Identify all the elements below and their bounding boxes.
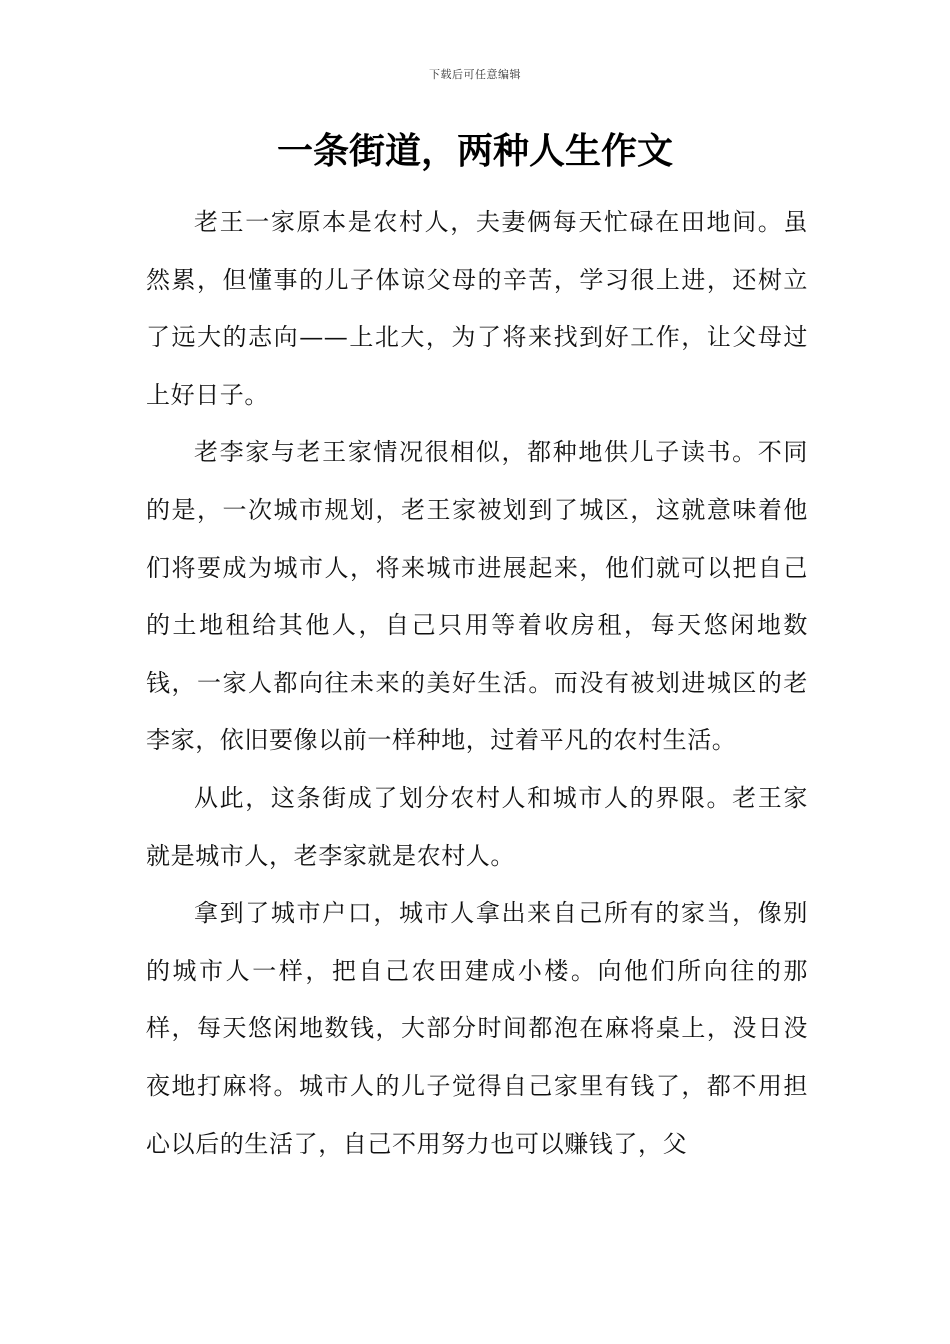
header-note: 下载后可任意编辑 <box>429 68 521 81</box>
paragraph-1: 老王一家原本是农村人，夫妻俩每天忙碌在田地间。虽然累，但懂事的儿子体谅父母的辛苦，学习很上进，还树立了远大的志向——上北大，为了将来找到好工作，让父母过上好日子。 <box>146 208 808 409</box>
document-title: 一条街道，两种人生作文 <box>276 131 673 172</box>
paragraph-2: 老李家与老王家情况很相似，都种地供儿子读书。不同的是，一次城市规划，老王家被划到了城区，这就意味着他们将要成为城市人，将来城市进展起来，他们就可以把自己的土地租给其他人，自己只用等着收房租，每天悠闲地数钱，一家人都向往未来的美好生活。而没有被划进城区的老李家，依旧要像以前一样种地，过着平凡的农村生活。 <box>146 438 808 755</box>
paragraph-4: 拿到了城市户口，城市人拿出来自己所有的家当，像别的城市人一样，把自己农田建成小楼。向他们所向往的那样，每天悠闲地数钱，大部分时间都泡在麻将桌上，没日没夜地打麻将。城市人的儿子觉得自己家里有钱了，都不用担心以后的生活了，自己不用努力也可以赚钱了，父 <box>146 899 808 1158</box>
paragraph-3: 从此，这条街成了划分农村人和城市人的界限。老王家就是城市人，老李家就是农村人。 <box>146 783 808 870</box>
document-body <box>146 194 808 1173</box>
